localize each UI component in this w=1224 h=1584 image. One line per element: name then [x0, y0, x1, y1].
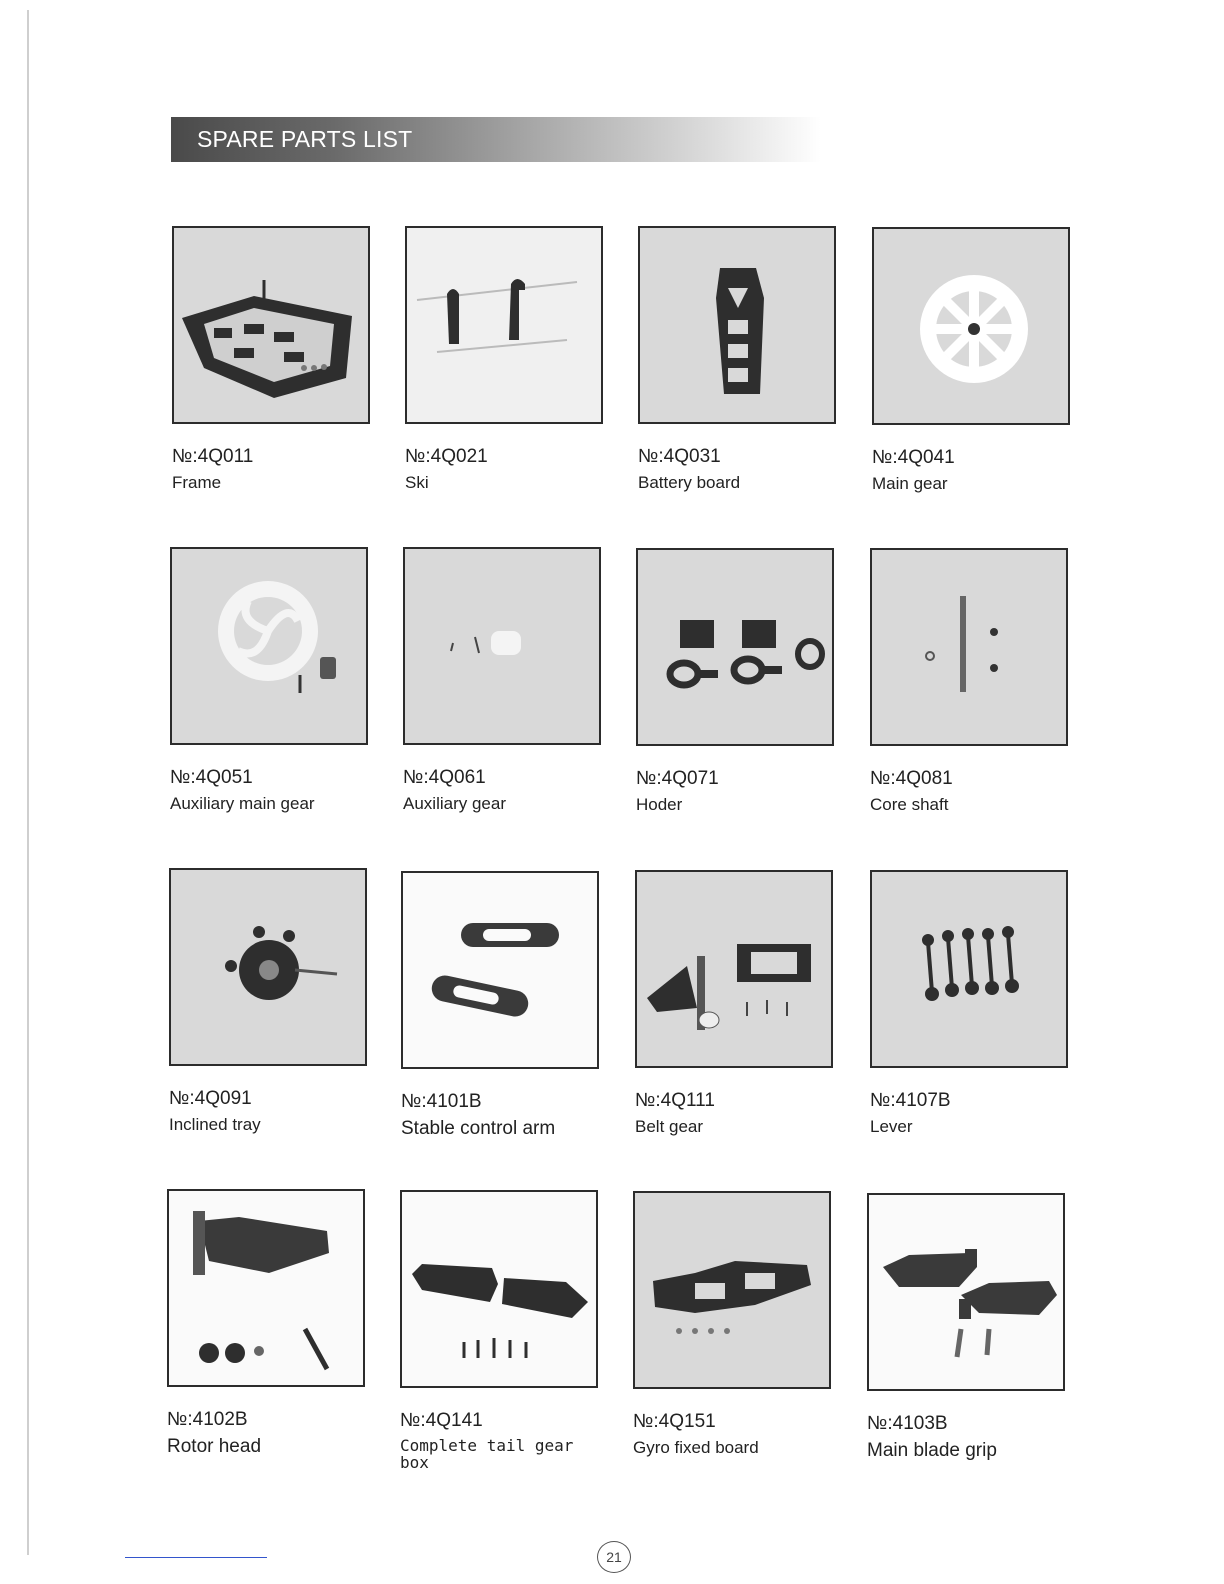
page-title: SPARE PARTS LIST [197, 126, 413, 152]
part-item [638, 226, 838, 493]
part-number: №:4Q021 [405, 446, 488, 467]
part-item [405, 226, 605, 493]
part-name: Complete tail gear box [400, 1436, 574, 1472]
part-number: №:4Q061 [403, 767, 486, 788]
page-margin-line [27, 10, 29, 1555]
rotor-head-icon [167, 1189, 365, 1387]
part-item [872, 227, 1072, 494]
part-number: №:4101B [401, 1091, 482, 1112]
part-item [170, 547, 370, 814]
part-number: №:4Q111 [635, 1090, 715, 1111]
ski-icon [405, 226, 603, 424]
part-item [635, 870, 835, 1137]
auxiliary-main-gear-icon [170, 547, 368, 745]
part-item [870, 548, 1070, 815]
part-name: Gyro fixed board [633, 1438, 759, 1457]
main-gear-icon [872, 227, 1070, 425]
part-number: №:4107B [870, 1090, 951, 1111]
blade-grip-icon [867, 1193, 1065, 1391]
part-name: Lever [870, 1117, 913, 1136]
part-name: Core shaft [870, 795, 949, 814]
part-name: Frame [172, 473, 222, 492]
part-name: Rotor head [167, 1436, 262, 1457]
part-item [169, 868, 369, 1135]
lever-icon [870, 870, 1068, 1068]
page-number: 21 [597, 1541, 631, 1573]
inclined-tray-icon [169, 868, 367, 1066]
part-item [403, 547, 603, 814]
part-number: №:4Q041 [872, 447, 955, 468]
frame-icon [172, 226, 370, 424]
tail-gear-box-icon [400, 1190, 598, 1388]
section-header [171, 117, 821, 162]
battery-board-icon [638, 226, 836, 424]
part-number: №:4103B [867, 1413, 948, 1434]
part-name: Battery board [638, 473, 741, 492]
part-item [401, 871, 601, 1140]
part-name: Stable control arm [401, 1118, 556, 1139]
part-item [400, 1190, 600, 1471]
part-item [867, 1193, 1067, 1462]
part-number: №:4Q011 [172, 446, 254, 467]
part-item [167, 1189, 367, 1458]
part-name: Ski [405, 473, 429, 492]
part-name: Auxiliary main gear [170, 794, 315, 813]
core-shaft-icon [870, 548, 1068, 746]
part-name: Belt gear [635, 1117, 704, 1136]
belt-gear-icon [635, 870, 833, 1068]
part-number: №:4Q151 [633, 1411, 716, 1432]
part-name: Auxiliary gear [403, 794, 506, 813]
part-name: Main blade grip [867, 1440, 997, 1461]
part-number: №:4Q141 [400, 1410, 483, 1431]
part-number: №:4Q051 [170, 767, 253, 788]
part-name: Main gear [872, 474, 948, 493]
part-name: Inclined tray [169, 1115, 261, 1134]
part-name: Hoder [636, 795, 683, 814]
part-item [870, 870, 1070, 1137]
holder-icon [636, 548, 834, 746]
control-arm-icon [401, 871, 599, 1069]
gyro-board-icon [633, 1191, 831, 1389]
part-item [633, 1191, 833, 1458]
part-item [172, 226, 372, 493]
part-number: №:4102B [167, 1409, 248, 1430]
part-number: №:4Q091 [169, 1088, 252, 1109]
part-number: №:4Q071 [636, 768, 719, 789]
auxiliary-gear-icon [403, 547, 601, 745]
part-number: №:4Q081 [870, 768, 953, 789]
part-item [636, 548, 836, 815]
part-number: №:4Q031 [638, 446, 721, 467]
footer-underline [125, 1557, 267, 1558]
